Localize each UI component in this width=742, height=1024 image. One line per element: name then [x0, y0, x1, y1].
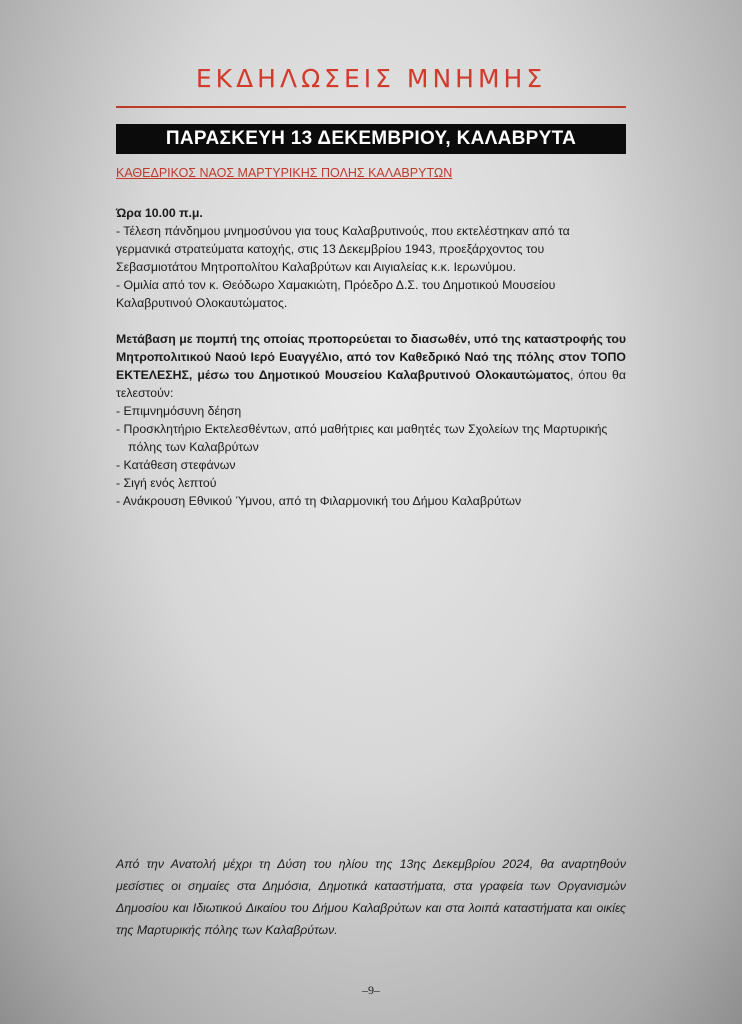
procession-text-bold: Μετάβαση με πομπή της οποίας προπορεύεται το διασωθέν, υπό της καταστροφής του Μητροπολιτικού Ναού Ιερό Ευαγγέλιο, από τον Καθεδρικό Ναό της πόλης στον ΤΟΠΟ ΕΚΤΕΛΕΣΗΣ, μέσω του Δημοτικού Μουσείου Καλαβρυτινού Ολοκαυτώματος: [116, 332, 626, 382]
title-divider: [116, 106, 626, 108]
morning-item-speech: - Ομιλία από τον κ. Θεόδωρο Χαμακιώτη, Πρόεδρο Δ.Σ. του Δημοτικού Μουσείου Καλαβρυτινού Ολοκαυτώματος.: [116, 278, 556, 310]
ceremony-step: - Σιγή ενός λεπτού: [116, 476, 217, 490]
page-title: ΕΚΔΗΛΩΣΕΙΣ ΜΝΗΜΗΣ: [195, 64, 547, 93]
ceremony-steps-list: [116, 402, 626, 510]
morning-item-memorial: - Τέλεση πάνδημου μνημοσύνου για τους Καλαβρυτινούς, που εκτελέστηκαν από τα γερμανικά στρατεύματα κατοχής, στις 13 Δεκεμβρίου 1943, προεξάρχοντος του Σεβασμιοτάτου Μητροπολίτου Καλαβρύτων και Αιγιαλείας κ.κ. Ιερωνύμου.: [116, 224, 570, 274]
ceremony-step: - Κατάθεση στεφάνων: [116, 458, 236, 472]
page-number: –9–: [362, 983, 380, 997]
time-label: Ώρα 10.00 π.μ.: [116, 206, 203, 220]
ceremony-step: - Προσκλητήριο Εκτελεσθέντων, από μαθήτριες και μαθητές των Σχολείων της Μαρτυρικής πόλης των Καλαβρύτων: [116, 422, 608, 454]
ceremony-step: - Ανάκρουση Εθνικού Ύμνου, από τη Φιλαρμονική του Δήμου Καλαβρύτων: [116, 494, 522, 508]
date-banner: ΠΑΡΑΣΚΕΥΗ 13 ΔΕΚΕΜΒΡΙΟΥ, ΚΑΛΑΒΡΥΤΑ: [116, 124, 626, 154]
morning-section: [116, 204, 626, 312]
venue-heading: ΚΑΘΕΔΡΙΚΟΣ ΝΑΟΣ ΜΑΡΤΥΡΙΚΗΣ ΠΟΛΗΣ ΚΑΛΑΒΡΥΤΩΝ: [116, 166, 453, 180]
ceremony-step: - Επιμνημόσυνη δέηση: [116, 404, 242, 418]
procession-text-rest: , όπου θα τελεστούν:: [116, 368, 626, 400]
procession-section: [116, 330, 626, 510]
procession-paragraph: [116, 330, 626, 402]
flag-notice: Από την Ανατολή μέχρι τη Δύση του ηλίου της 13ης Δεκεμβρίου 2024, θα αναρτηθούν μεσίστιες οι σημαίες στα Δημόσια, Δημοτικά καταστήματα, στα γραφεία των Οργανισμών Δημοσίου και Ιδιωτικού Δικαίου του Δήμου Καλαβρύτων και στα λοιπά καταστήματα και οικίες της Μαρτυρικής πόλης των Καλαβρύτων.: [116, 857, 626, 937]
